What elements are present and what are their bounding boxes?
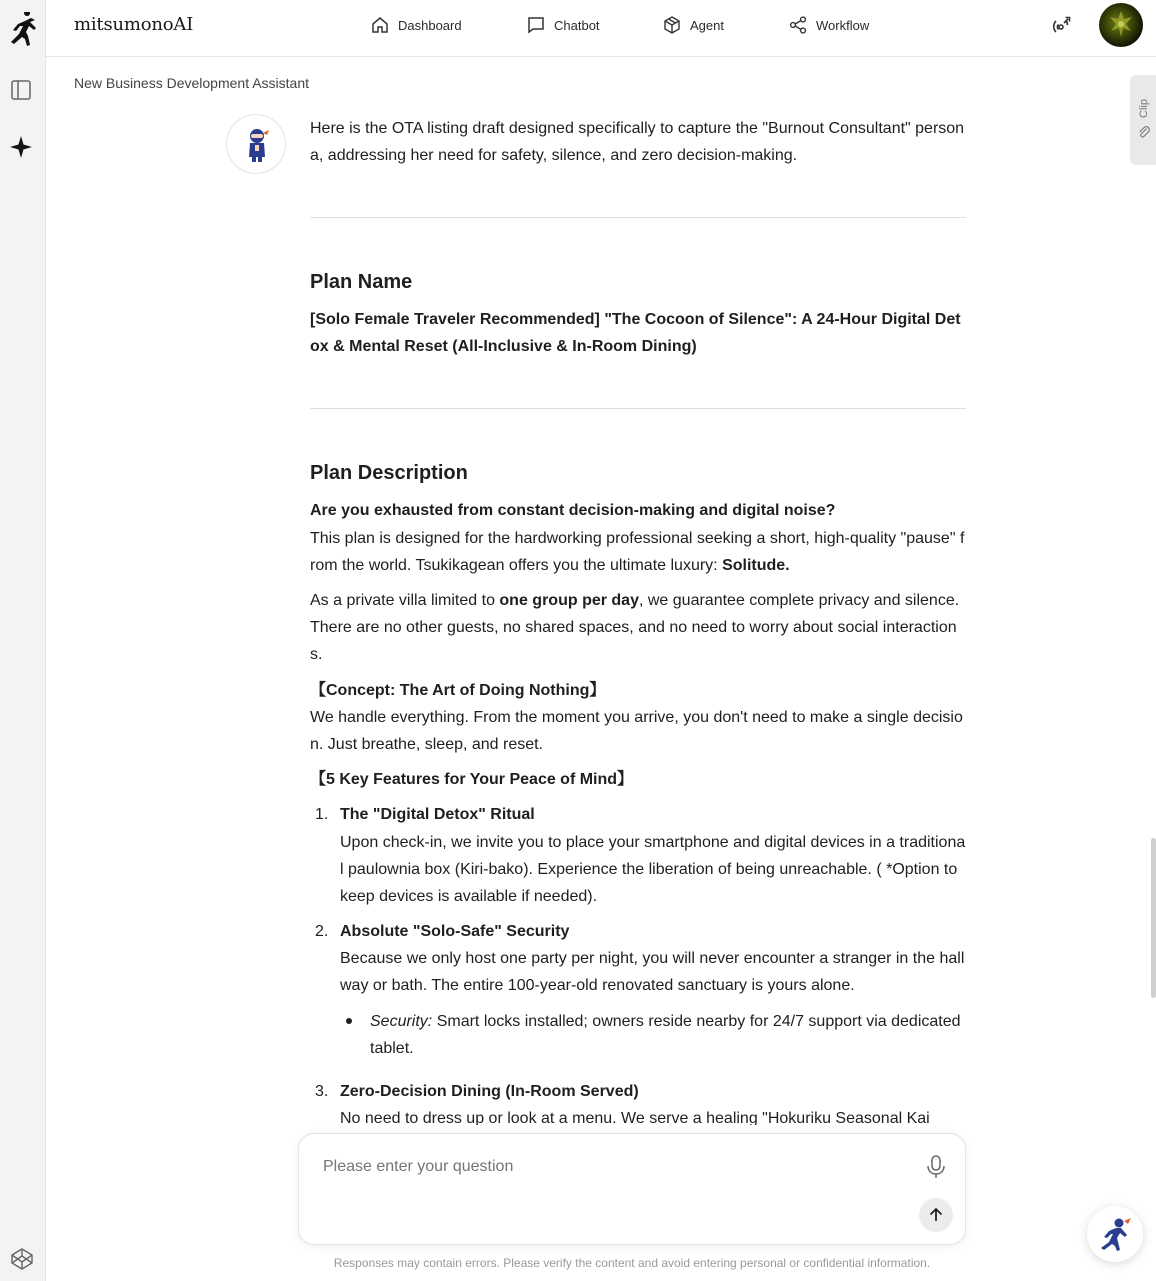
scrollbar-thumb[interactable] [1151, 838, 1156, 998]
disclaimer-text: Responses may contain errors. Please verify the content and avoid entering personal or confidential information. [333, 1256, 931, 1270]
features-heading: 【5 Key Features for Your Peace of Mind】 [310, 771, 634, 788]
intro-text: Here is the OTA listing draft designed specifically to capture the "Burnout Consultant" persona, addressing her need for safety, silence, and zero decision-making. [310, 120, 965, 164]
codepen-cube-icon[interactable] [10, 1247, 34, 1271]
feature-body: Because we only host one party per night, you will never encounter a stranger in the hallway or bath. The entire 100-year-old renovated sanctuary is yours alone. [340, 950, 965, 994]
bullet-dot [346, 1018, 352, 1024]
nav-workflow[interactable] [788, 14, 869, 36]
brand-name: mitsumonoAI [74, 14, 194, 35]
assistant-launcher-button[interactable] [1087, 1206, 1143, 1262]
concept-heading: 【Concept: The Art of Doing Nothing】 [310, 682, 606, 699]
description-paragraph-2 [310, 587, 966, 668]
nav-chatbot[interactable] [526, 14, 600, 36]
feature-body: Upon check-in, we invite you to place your smartphone and digital devices in a traditional paulownia box (Kiri-bako). Experience the liberation of being unreachable. ( *Option to keep devices is available if needed). [340, 834, 966, 905]
nav-dashboard-label: Dashboard [398, 17, 462, 33]
feature-title: Zero-Decision Dining (In-Room Served) [340, 1083, 639, 1100]
chat-title: New Business Development Assistant [74, 75, 309, 91]
chat-bubble-icon [526, 15, 546, 35]
ninja-mascot-icon [243, 127, 271, 163]
divider [310, 217, 966, 218]
para2-pre: As a private villa limited to [310, 592, 500, 609]
plan-name-text: [Solo Female Traveler Recommended] "The Cocoon of Silence": A 24-Hour Digital Detox & Mental Reset (All-Inclusive & In-Room Dining) [310, 311, 961, 355]
question-input[interactable] [323, 1158, 903, 1176]
nav-agent-label: Agent [690, 17, 724, 33]
cube-icon [662, 15, 682, 35]
home-icon [370, 15, 390, 35]
nav-dashboard[interactable] [370, 14, 462, 36]
send-button[interactable] [919, 1198, 953, 1232]
assistant-avatar [226, 114, 286, 174]
broadcast-icon[interactable] [1050, 14, 1074, 38]
lead-question: Are you exhausted from constant decision-making and digital noise? [310, 502, 836, 519]
divider [310, 408, 966, 409]
clip-label: Clip [1138, 99, 1150, 118]
para1-bold: Solitude. [722, 557, 790, 574]
left-sidebar [0, 0, 46, 1281]
plan-name-heading: Plan Name [310, 271, 413, 293]
feature-body: No need to dress up or look at a menu. We serve a healing "Hokuriku Seasonal Kai [340, 1110, 930, 1125]
share-nodes-icon [788, 15, 808, 35]
runner-logo-icon[interactable] [5, 12, 39, 48]
top-navbar [46, 0, 1156, 57]
concept-text: We handle everything. From the moment you arrive, you don't need to make a single decision. Just breathe, sleep, and reset. [310, 709, 963, 753]
sub-bullet-label: Security: [370, 1013, 433, 1030]
microphone-icon[interactable] [925, 1154, 947, 1180]
nav-workflow-label: Workflow [816, 17, 870, 33]
chat-composer [298, 1133, 966, 1245]
toggle-sidebar-icon[interactable] [10, 79, 32, 101]
sparkle-icon[interactable] [9, 135, 33, 159]
plan-description-heading: Plan Description [310, 462, 468, 484]
arrow-up-icon [927, 1206, 945, 1224]
feature-number: 2. [315, 923, 329, 940]
description-paragraph-1 [310, 525, 966, 579]
para2-bold: one group per day [499, 592, 639, 609]
nav-chatbot-label: Chatbot [554, 17, 600, 33]
feature-title: The "Digital Detox" Ritual [340, 806, 535, 823]
user-avatar[interactable] [1099, 3, 1143, 47]
nav-agent[interactable] [662, 14, 724, 36]
feature-number: 1. [315, 806, 329, 823]
sub-bullet-text: Smart locks installed; owners reside nearby for 24/7 support via dedicated tablet. [370, 1013, 961, 1057]
ninja-runner-icon [1097, 1216, 1133, 1252]
para1-text: This plan is designed for the hardworking professional seeking a short, high-quality "pause" from the world. Tsukikagean offers you the ultimate luxury: [310, 530, 965, 574]
para2-post: , we guarantee complete privacy and silence. There are no other guests, no shared spaces, and no need to worry about social interactions. [310, 592, 960, 663]
feature-sub-bullet [370, 1008, 966, 1062]
avatar-image-icon [1099, 3, 1143, 47]
feature-title: Absolute "Solo-Safe" Security [340, 923, 570, 940]
feature-number: 3. [315, 1083, 329, 1100]
